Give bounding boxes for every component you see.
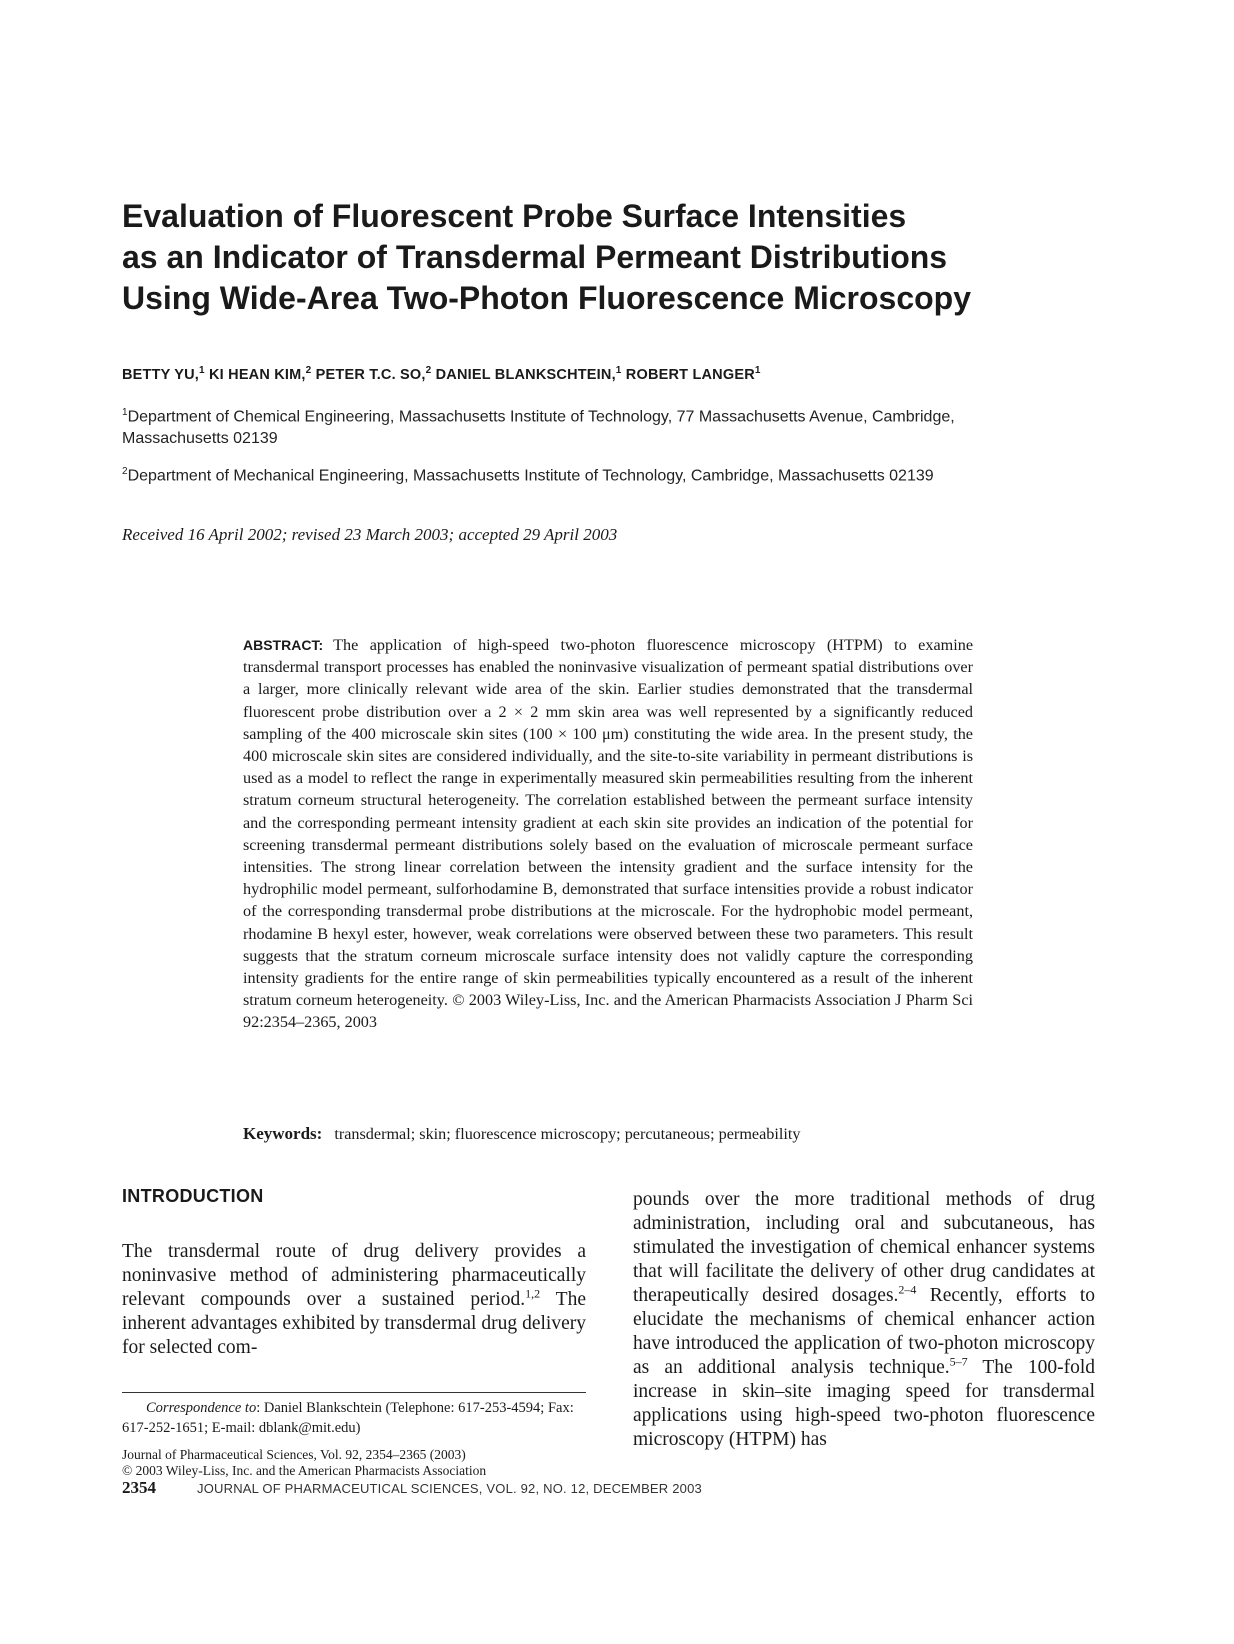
citation-sup: 2–4	[898, 1282, 917, 1297]
received-dates: Received 16 April 2002; revised 23 March 2003; accepted 29 April 2003	[122, 525, 618, 544]
author-affil-sup: 1	[199, 365, 205, 376]
paper-title	[122, 196, 1122, 319]
intro-text: The inherent advantages exhibited by transdermal drug delivery for selected com-	[122, 1289, 587, 1358]
journal-copyright: © 2003 Wiley-Liss, Inc. and the American Pharmacists Association	[122, 1463, 487, 1478]
journal-line: Journal of Pharmaceutical Sciences, Vol. 92, 2354–2365 (2003)	[122, 1447, 466, 1462]
affiliation-sup: 2	[122, 466, 128, 477]
affiliation	[122, 402, 1042, 450]
author-name: PETER T.C. SO,	[315, 366, 426, 383]
abstract-label: ABSTRACT:	[243, 637, 324, 653]
author-list	[122, 365, 761, 383]
abstract	[243, 634, 973, 1034]
author-affil-sup: 2	[425, 365, 432, 376]
keywords	[243, 1124, 973, 1144]
title-line: as an Indicator of Transdermal Permeant Distributions	[122, 239, 948, 275]
affiliation-text: Department of Mechanical Engineering, Massachusetts Institute of Technology, Cambridge, Massachusetts 02139	[127, 467, 934, 485]
author-name: DANIEL BLANKSCHTEIN,	[435, 366, 616, 383]
keywords-label: Keywords:	[243, 1124, 323, 1143]
author-name: ROBERT LANGER	[625, 366, 755, 383]
journal-info	[122, 1447, 592, 1479]
abstract-copyright: © 2003 Wiley-Liss, Inc. and the American Pharmacists Association J Pharm Sci 92:2354–2365, 2003	[243, 991, 973, 1032]
keywords-text: transdermal; skin; fluorescence microscopy; percutaneous; permeability	[334, 1125, 801, 1143]
section-heading: INTRODUCTION	[122, 1186, 264, 1206]
abstract-text: The application of high-speed two-photon fluorescence microscopy (HTPM) to examine transdermal transport processes has enabled the noninvasive visualization of permeant spatial distributions over a larger, more clinically relevant wide area of the skin. Earlier studies demonstrated that the transdermal fluorescent probe distribution over a 2 × 2 mm skin area was well represented by a significantly reduced sampling of the 400 microscale skin sites (100 × 100 μm) constituting the wide area. In the present study, the 400 microscale skin sites are considered individually, and the site-to-site variability in permeant distributions is used as a model to reflect the range in experimentally measured skin permeabilities resulting from the inherent stratum corneum structural heterogeneity. The correlation established between the permeant surface intensity and the corresponding permeant intensity gradient at each skin site provides an indication of the potential for screening transdermal permeant distributions solely based on the evaluation of microscale permeant surface intensities. The strong linear correlation between the intensity gradient and the surface intensity for the hydrophilic model permeant, sulforhodamine B, demonstrated that surface intensities provide a robust indicator of the corresponding transdermal probe distributions at the microscale. For the hydrophobic model permeant, rhodamine B hexyl ester, however, weak correlations were observed between these two parameters. This result suggests that the stratum corneum microscale surface intensity does not validly capture the corresponding intensity gradients for the entire range of skin permeabilities typically encountered as a result of the inherent stratum corneum heterogeneity.	[243, 636, 973, 1010]
author-name: BETTY YU,	[122, 366, 200, 383]
intro-text: Recently, efforts to elucidate the mechanisms of chemical enhancer action have introduced the application of two-photon microscopy as an additional analysis technique.	[633, 1285, 1096, 1378]
footnote-divider	[122, 1392, 586, 1393]
author-affil-sup: 1	[754, 365, 761, 376]
intro-text: The 100-fold increase in skin–site imaging speed for transdermal applications using high-speed two-photon fluorescence microscopy (HTPM) has	[633, 1357, 1095, 1450]
intro-text: pounds over the more traditional methods of drug administration, including oral and subcutaneous, has stimulated the investigation of chemical enhancer systems that will facilitate the delivery of other drug candidates at therapeutically desired dosages.	[633, 1189, 1095, 1306]
running-head: JOURNAL OF PHARMACEUTICAL SCIENCES, VOL. 92, NO. 12, DECEMBER 2003	[197, 1481, 702, 1496]
author-affil-sup: 1	[615, 365, 622, 376]
correspondence-note	[122, 1398, 586, 1438]
affiliation-sup: 1	[122, 407, 128, 418]
intro-text: The transdermal route of drug delivery provides a noninvasive method of administering pharmaceutically relevant compounds over a sustained period.	[122, 1241, 586, 1310]
title-line: Evaluation of Fluorescent Probe Surface Intensities	[122, 198, 907, 234]
intro-left-column	[122, 1240, 586, 1360]
title-line: Using Wide-Area Two-Photon Fluorescence Microscopy	[122, 280, 972, 316]
intro-right-column	[633, 1188, 1095, 1452]
page-number: 2354	[122, 1478, 156, 1497]
citation-sup: 5–7	[949, 1354, 968, 1369]
affiliation	[122, 461, 1042, 487]
correspondence-label: Correspondence to	[146, 1400, 257, 1416]
author-name: KI HEAN KIM,	[209, 366, 306, 383]
affiliation-text: Department of Chemical Engineering, Massachusetts Institute of Technology, 77 Massachusetts Avenue, Cambridge, Massachusetts 02139	[122, 408, 955, 448]
citation-sup: 1,2	[525, 1286, 541, 1301]
author-affil-sup: 2	[305, 365, 312, 376]
correspondence-text: : Daniel Blankschtein (Telephone: 617-253-4594; Fax: 617-252-1651; E-mail: dblank@mit.edu)	[122, 1400, 574, 1436]
